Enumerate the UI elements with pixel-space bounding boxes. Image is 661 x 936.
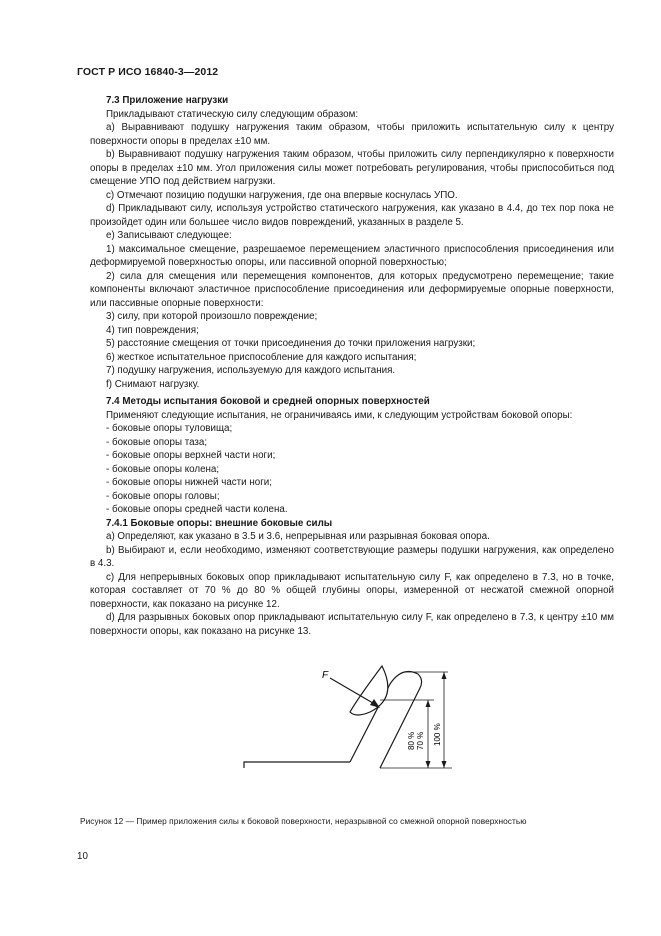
- label-80-percent: 80 %: [407, 731, 416, 750]
- paragraph: 7) подушку нагружения, используемую для каждого испытания.: [106, 365, 396, 376]
- loading-pad: [350, 666, 388, 715]
- section-heading-7-4: 7.4 Методы испытания боковой и средней опорных поверхностей: [106, 396, 430, 407]
- paragraph: е) Записывают следующее:: [106, 230, 232, 241]
- list-item: - боковые опоры средней части колена.: [106, 504, 288, 515]
- label-70-percent: 70 %: [416, 731, 425, 750]
- dimension-arrow-icon: [426, 700, 431, 707]
- paragraph: f) Снимают нагрузку.: [106, 378, 200, 390]
- paragraph: с) Отмечают позицию подушки нагружения, где она впервые коснулась УПО.: [106, 189, 458, 201]
- list-item: - боковые опоры головы;: [106, 490, 220, 502]
- paragraph: с) Для непрерывных боковых опор прикладывают испытательную силу F, как определено в 7.3, но в точке, которая составляет от 70 % до 80 % общей глубины опоры, измеренной от несжатой смежной опорной поверхности, как показано на рисунке 12.: [90, 571, 614, 610]
- base-surface-line: [244, 762, 350, 768]
- force-label: F: [322, 670, 329, 681]
- paragraph: Прикладывают статическую силу следующим образом:: [106, 108, 359, 120]
- list-item: - боковые опоры таза;: [106, 436, 208, 448]
- figure-12: [230, 658, 470, 778]
- paragraph: 5) расстояние смещения от точки присоединения до точки приложения нагрузки;: [106, 338, 476, 349]
- list-item: - боковые опоры верхней части ноги;: [106, 450, 276, 461]
- dimension-arrow-icon: [426, 761, 431, 768]
- paragraph: а) Определяют, как указано в 3.5 и 3.6, непрерывная или разрывная боковая опора.: [106, 531, 490, 542]
- paragraph: d) Прикладывают силу, используя устройство статического нагружения, как указано в 4.4, до тех пор пока не произойдет один или большее число видов повреждений, указанных в разделе 5.: [90, 203, 614, 228]
- page-number: 10: [77, 851, 88, 862]
- list-item: - боковые опоры колена;: [106, 463, 220, 475]
- paragraph: 4) тип повреждения;: [106, 324, 199, 336]
- paragraph: 2) сила для смещения или перемещения компонентов, для которых предусмотрено перемещение; такие компоненты включают эластичное приспособление присоединения или деформируемые опорные поверхности, или пассивные опорные поверхности:: [90, 270, 614, 309]
- paragraph: а) Выравнивают подушку нагружения таким образом, чтобы приложить испытательную силу к центру поверхности опоры в пределах ±10 мм.: [90, 122, 614, 147]
- section-heading-7-3: 7.3 Приложение нагрузки: [106, 95, 229, 106]
- dimension-arrow-icon: [442, 672, 447, 679]
- document-body: [90, 94, 614, 638]
- paragraph: b) Выравнивают подушку нагружения таким образом, чтобы приложить силу перпендикулярно к поверхности опоры в пределах ±10 мм. Угол приложения силы может потребовать регулирования, чтобы приспособиться под смещение УПО под действием нагрузки.: [90, 149, 614, 187]
- paragraph: b) Выбирают и, если необходимо, изменяют соответствующие размеры подушки нагружения, как определено в 4.3.: [90, 544, 614, 569]
- list-item: - боковые опоры туловища;: [106, 423, 233, 434]
- paragraph: Применяют следующие испытания, не ограничиваясь ими, к следующим устройствам боковой опоры:: [106, 409, 573, 421]
- dimension-arrow-icon: [442, 761, 447, 768]
- paragraph: 1) максимальное смещение, разрешаемое перемещением эластичного приспособления присоединения или деформируемой поверхностью опоры, или пассивной опорной поверхностью;: [90, 243, 614, 268]
- document-header: ГОСТ Р ИСО 16840-3—2012: [77, 66, 219, 78]
- section-heading-7-4-1: 7.4.1 Боковые опоры: внешние боковые силы: [106, 517, 333, 529]
- paragraph: d) Для разрывных боковых опор прикладывают испытательную силу F, как определено в 7.3, к центру ±10 мм поверхности опоры, как показано на рисунке 13.: [90, 612, 614, 637]
- figure-caption: Рисунок 12 — Пример приложения силы к боковой поверхности, неразрывной со смежной опорной поверхностью: [80, 816, 527, 826]
- paragraph: 3) силу, при которой произошло повреждение;: [106, 311, 318, 322]
- paragraph: 6) жесткое испытательное приспособление для каждого испытания;: [106, 351, 417, 363]
- support-diagram: [230, 658, 470, 778]
- label-100-percent: 100 %: [433, 723, 442, 746]
- list-item: - боковые опоры нижней части ноги;: [106, 477, 272, 488]
